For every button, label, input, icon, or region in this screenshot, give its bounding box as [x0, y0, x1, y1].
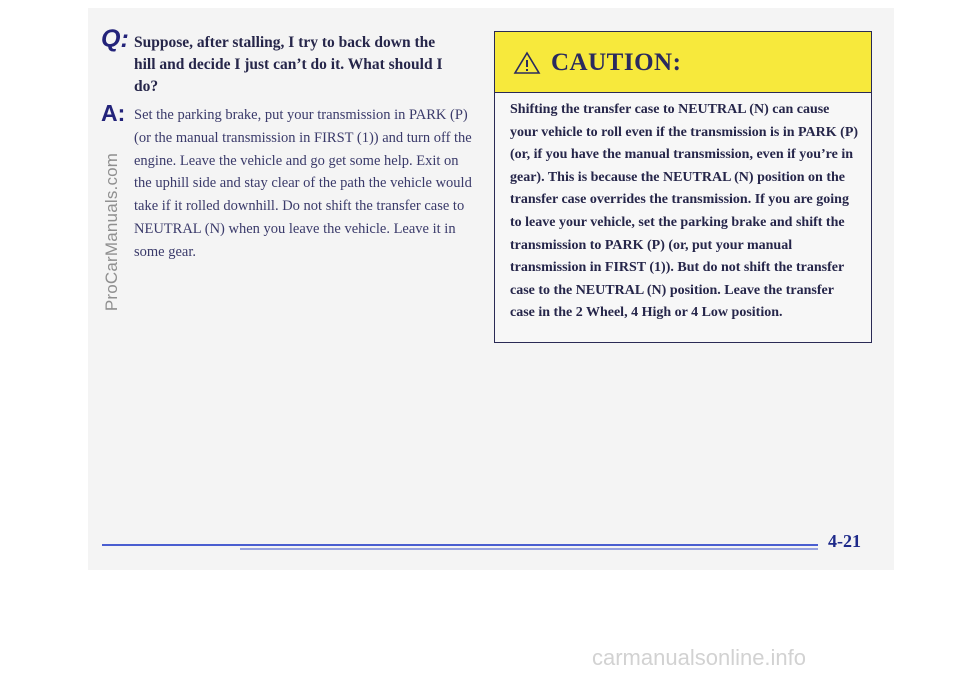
- page-number: 4-21: [828, 531, 861, 551]
- caution-title: CAUTION:: [551, 49, 682, 76]
- question-text: Suppose, after stalling, I try to back down the hill and decide I just can’t do it. What should I do?: [134, 34, 443, 95]
- answer-marker: A:: [101, 100, 126, 126]
- caution-text: Shifting the transfer case to NEUTRAL (N) can cause your vehicle to roll even if the transmission is in PARK (P) (or, if you have the manual transmission, even if you’re in gear). This is because the NEUTRAL (N) position on the transfer case overrides the transmission. If you are going to leave your vehicle, set the parking brake and shift the transmission to PARK (P) (or, put your manual transmission in FIRST (1)). But do not shift the transfer case to the NEUTRAL (N) position. Leave the transfer case in the 2 Wheel, 4 High or 4 Low position.: [510, 102, 859, 321]
- bottom-watermark: carmanualsonline.info: [592, 645, 807, 670]
- caution-box: [494, 31, 872, 343]
- footer-rule: [102, 544, 818, 546]
- side-watermark: ProCarManuals.com: [102, 152, 121, 312]
- caution-header: [495, 32, 871, 93]
- warning-triangle-icon: [513, 51, 541, 75]
- answer-text: Set the parking brake, put your transmission in PARK (P) (or the manual transmission in FIRST (1)) and turn off the engine. Leave the vehicle and go get some help. Exit on the uphill side and stay clear of the path the vehicle would take if it rolled downhill. Do not shift the transfer case to NEUTRAL (N) when you leave the vehicle. Leave it in some gear.: [134, 107, 472, 260]
- footer-rule-secondary: [240, 548, 818, 550]
- question-marker: Q:: [101, 25, 129, 53]
